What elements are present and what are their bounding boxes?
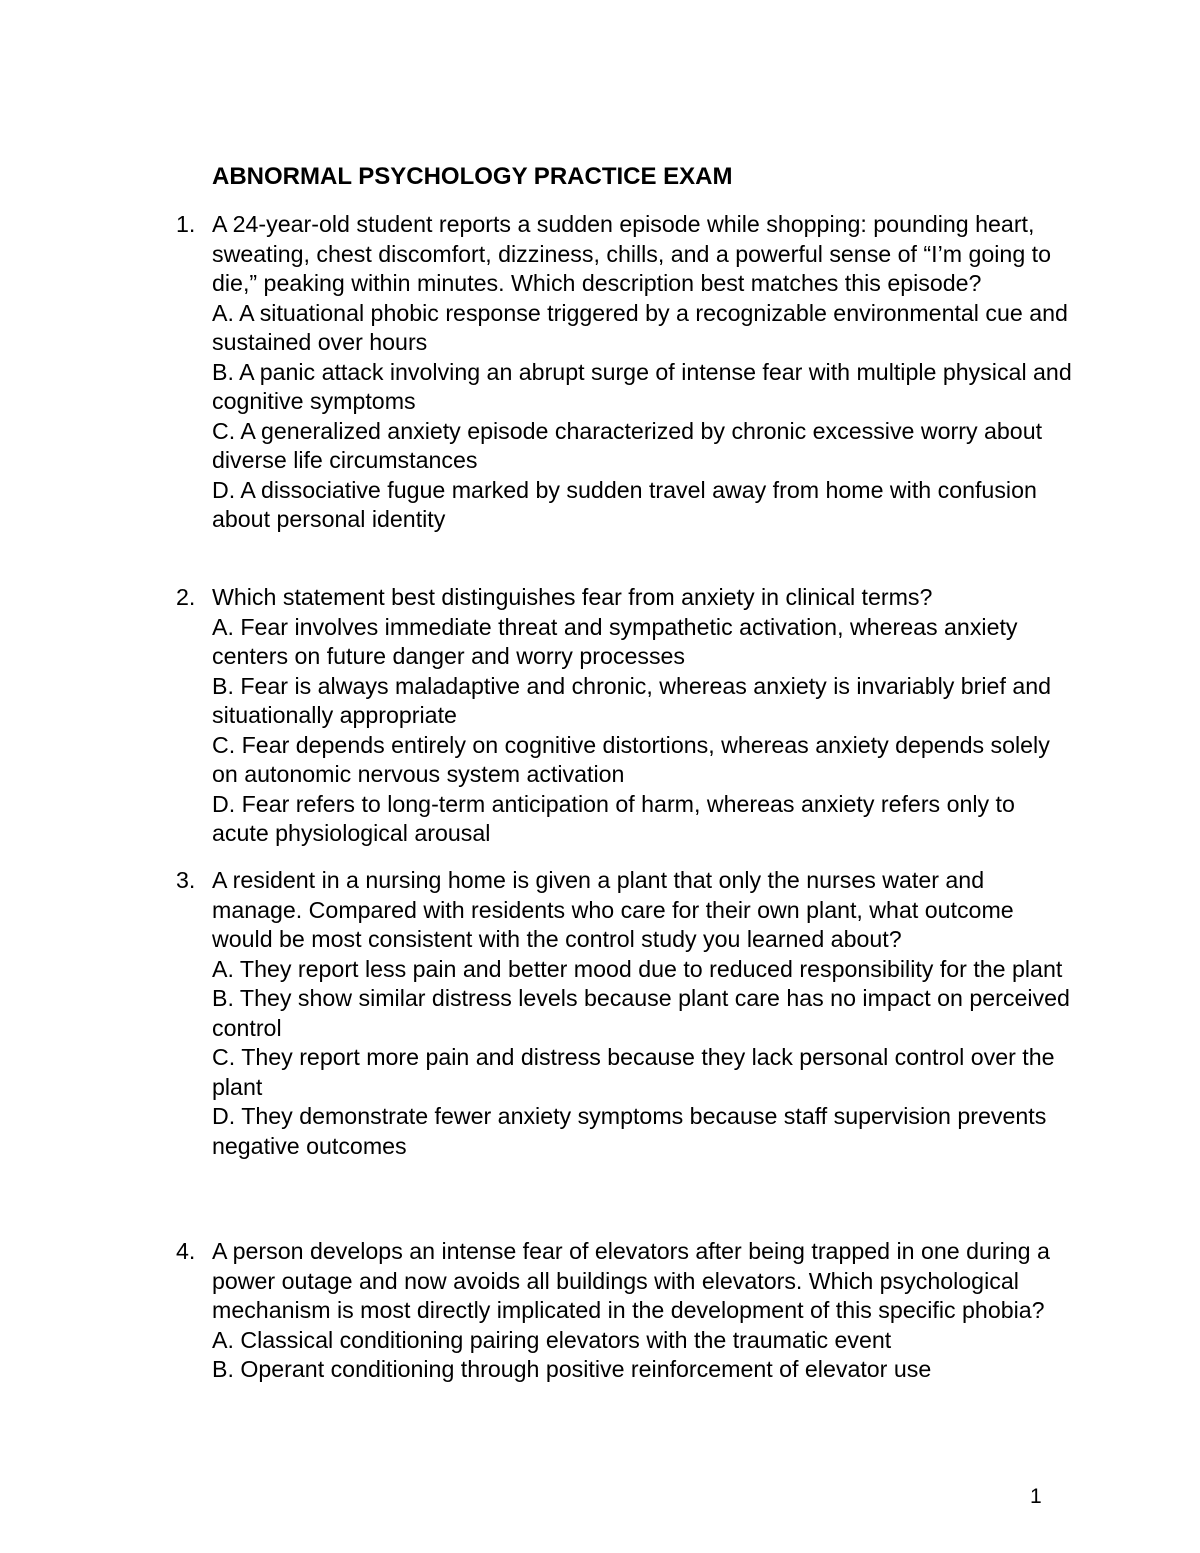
question-number: 2. bbox=[176, 584, 196, 610]
page-title: ABNORMAL PSYCHOLOGY PRACTICE EXAM bbox=[212, 163, 733, 190]
answer-option-a: A. Fear involves immediate threat and sympathetic activation, whereas anxiety centers on future danger and worry processes bbox=[212, 613, 1018, 669]
question-body bbox=[212, 866, 1076, 1161]
answer-option-c: C. They report more pain and distress because they lack personal control over the plant bbox=[212, 1044, 1055, 1100]
answer-option-a: A. Classical conditioning pairing elevators with the traumatic event bbox=[212, 1326, 892, 1353]
question-body bbox=[212, 583, 1076, 849]
answer-option-b: B. Fear is always maladaptive and chronic, whereas anxiety is invariably brief and situationally appropriate bbox=[212, 672, 1052, 728]
question-stem: A person develops an intense fear of elevators after being trapped in one during a power outage and now avoids all buildings with elevators. Which psychological mechanism is most directly implicated in the development of this specific phobia? bbox=[212, 1238, 1050, 1323]
answer-option-d: D. They demonstrate fewer anxiety symptoms because staff supervision prevents negative outcomes bbox=[212, 1103, 1047, 1159]
page-number: 1 bbox=[1030, 1485, 1042, 1508]
question-number: 1. bbox=[176, 211, 196, 237]
answer-option-a: A. They report less pain and better mood due to reduced responsibility for the plant bbox=[212, 955, 1063, 982]
question-3 bbox=[176, 866, 1076, 1161]
answer-option-d: D. Fear refers to long-term anticipation of harm, whereas anxiety refers only to acute physiological arousal bbox=[212, 790, 1015, 846]
question-4 bbox=[176, 1237, 1076, 1385]
question-1 bbox=[176, 210, 1076, 535]
question-number: 4. bbox=[176, 1238, 196, 1264]
question-stem: A 24-year-old student reports a sudden episode while shopping: pounding heart, sweating, chest discomfort, dizziness, chills, and a powerful sense of “I’m going to die,” peaking within minutes. Which description best matches this episode? bbox=[212, 211, 1052, 296]
answer-option-d: D. A dissociative fugue marked by sudden travel away from home with confusion about personal identity bbox=[212, 476, 1037, 532]
answer-option-b: B. A panic attack involving an abrupt surge of intense fear with multiple physical and cognitive symptoms bbox=[212, 358, 1072, 414]
question-stem: A resident in a nursing home is given a plant that only the nurses water and manage. Compared with residents who care for their own plant, what outcome would be most consistent with the control study you learned about? bbox=[212, 867, 1014, 952]
answer-option-b: B. Operant conditioning through positive reinforcement of elevator use bbox=[212, 1356, 932, 1382]
answer-option-c: C. A generalized anxiety episode characterized by chronic excessive worry about diverse life circumstances bbox=[212, 417, 1043, 473]
question-number: 3. bbox=[176, 867, 196, 893]
question-2 bbox=[176, 583, 1076, 849]
question-body bbox=[212, 1237, 1076, 1385]
answer-option-a: A. A situational phobic response triggered by a recognizable environmental cue and sustained over hours bbox=[212, 299, 1068, 355]
answer-option-c: C. Fear depends entirely on cognitive distortions, whereas anxiety depends solely on autonomic nervous system activation bbox=[212, 731, 1050, 787]
question-body bbox=[212, 210, 1076, 535]
question-stem: Which statement best distinguishes fear from anxiety in clinical terms? bbox=[212, 584, 933, 610]
answer-option-b: B. They show similar distress levels because plant care has no impact on perceived control bbox=[212, 985, 1070, 1041]
